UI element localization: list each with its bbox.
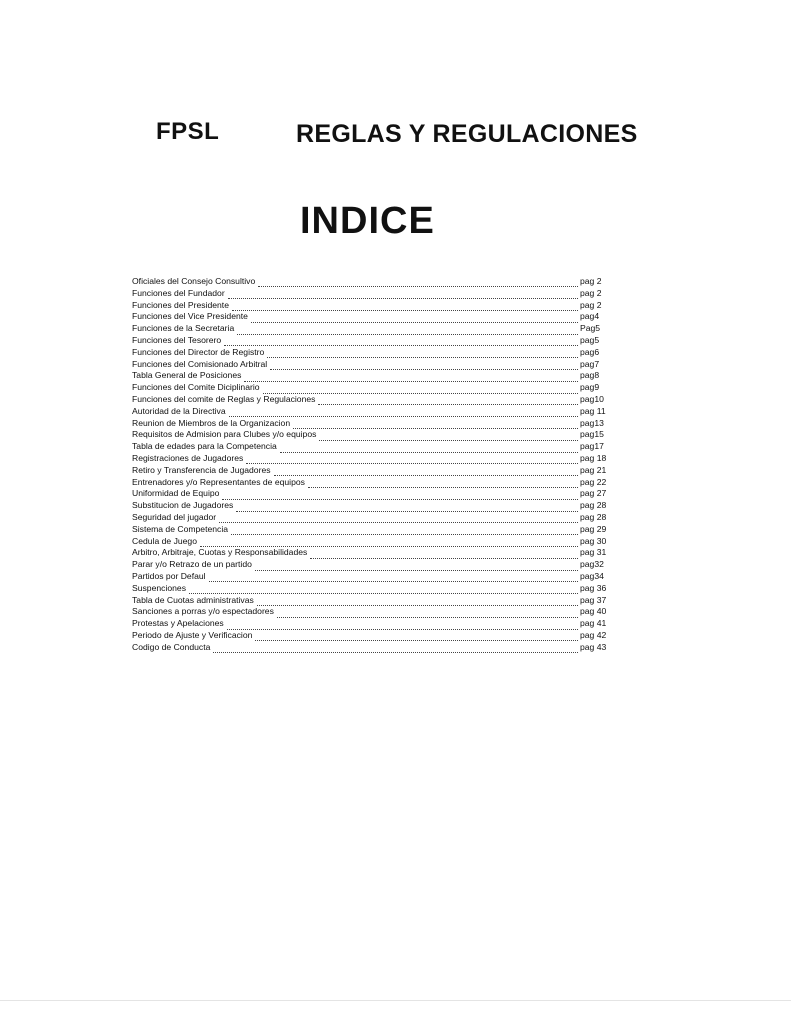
toc-entry — [132, 595, 610, 607]
toc-dot-leader — [255, 562, 578, 571]
toc-entry-label: Funciones del Director de Registro — [132, 346, 265, 357]
toc-entry-label: Registraciones de Jugadores — [132, 452, 244, 463]
toc-entry — [132, 406, 610, 418]
toc-entry-label: Autoridad de la Directiva — [132, 405, 226, 416]
toc-entry — [132, 453, 610, 465]
toc-entry — [132, 394, 610, 406]
toc-entry — [132, 571, 610, 583]
toc-entry-page: pag4 — [580, 311, 600, 322]
toc-entry — [132, 642, 610, 654]
toc-dot-leader — [274, 467, 578, 476]
toc-entry — [132, 311, 610, 323]
toc-entry-label: Parar y/o Retrazo de un partido — [132, 559, 252, 570]
toc-entry-label: Codigo de Conducta — [132, 641, 211, 652]
toc-dot-leader — [263, 385, 578, 394]
toc-entry-page: pag 21 — [580, 464, 607, 475]
table-of-contents — [132, 276, 610, 654]
toc-entry-page: pag 41 — [580, 618, 607, 629]
toc-entry-page: pag 22 — [580, 476, 607, 487]
toc-entry-label: Funciones del Vice Presidente — [132, 311, 248, 322]
toc-entry-page: pag 11 — [580, 405, 606, 416]
toc-entry-page: pag17 — [580, 441, 604, 452]
toc-entry-label: Sanciones a porras y/o espectadores — [132, 606, 274, 617]
toc-entry-label: Funciones del Tesorero — [132, 334, 222, 345]
toc-entry — [132, 276, 610, 288]
toc-entry — [132, 500, 610, 512]
toc-entry — [132, 606, 610, 618]
toc-entry — [132, 465, 610, 477]
toc-entry — [132, 359, 610, 371]
toc-entry-page: pag32 — [580, 559, 604, 570]
toc-entry-page: pag 37 — [580, 594, 607, 605]
toc-dot-leader — [251, 314, 578, 323]
toc-entry-label: Retiro y Transferencia de Jugadores — [132, 464, 271, 475]
toc-dot-leader — [231, 526, 578, 535]
toc-dot-leader — [310, 550, 578, 559]
toc-entry-label: Periodo de Ajuste y Verificacion — [132, 629, 253, 640]
toc-entry-page: pag8 — [580, 370, 600, 381]
toc-entry-label: Funciones de la Secretaria — [132, 323, 235, 334]
toc-dot-leader — [219, 514, 578, 523]
toc-entry-page: pag 28 — [580, 511, 607, 522]
toc-dot-leader — [229, 408, 578, 417]
toc-entry-label: Partidos por Defaul — [132, 570, 206, 581]
toc-entry-label: Funciones del comite de Reglas y Regulaciones — [132, 393, 316, 404]
toc-entry-page: pag9 — [580, 382, 600, 393]
toc-entry — [132, 630, 610, 642]
toc-entry-page: pag13 — [580, 417, 604, 428]
toc-dot-leader — [189, 585, 578, 594]
toc-entry-page: pag 29 — [580, 523, 607, 534]
toc-entry-label: Seguridad del jugador — [132, 511, 217, 522]
toc-entry — [132, 488, 610, 500]
toc-dot-leader — [280, 444, 578, 453]
toc-entry-page: pag5 — [580, 334, 600, 345]
toc-dot-leader — [293, 420, 578, 429]
toc-dot-leader — [237, 326, 578, 335]
toc-dot-leader — [200, 538, 578, 547]
toc-entry-label: Funciones del Fundador — [132, 287, 225, 298]
toc-entry-label: Oficiales del Consejo Consultivo — [132, 276, 256, 286]
toc-dot-leader — [222, 491, 578, 500]
toc-entry-page: pag 2 — [580, 299, 602, 310]
toc-entry-page: pag 2 — [580, 287, 602, 298]
toc-entry-page: pag7 — [580, 358, 600, 369]
toc-entry — [132, 512, 610, 524]
toc-entry — [132, 618, 610, 630]
toc-dot-leader — [270, 361, 578, 370]
toc-dot-leader — [244, 373, 578, 382]
toc-dot-leader — [213, 644, 578, 653]
toc-entry — [132, 418, 610, 430]
toc-entry — [132, 536, 610, 548]
toc-dot-leader — [319, 432, 578, 441]
toc-dot-leader — [277, 609, 578, 618]
toc-entry-label: Reunion de Miembros de la Organizacion — [132, 417, 291, 428]
toc-entry — [132, 547, 610, 559]
toc-entry-page: pag 40 — [580, 606, 607, 617]
toc-entry — [132, 559, 610, 571]
toc-entry-label: Requisitos de Admision para Clubes y/o equipos — [132, 429, 317, 440]
toc-entry — [132, 335, 610, 347]
toc-dot-leader — [318, 396, 578, 405]
toc-entry — [132, 323, 610, 335]
toc-entry-page: pag 18 — [580, 452, 607, 463]
toc-entry-page: pag 31 — [580, 547, 607, 558]
toc-entry-label: Tabla de Cuotas administrativas — [132, 594, 254, 605]
toc-dot-leader — [236, 503, 578, 512]
toc-dot-leader — [209, 573, 578, 582]
toc-entry — [132, 370, 610, 382]
toc-entry-label: Cedula de Juego — [132, 535, 197, 546]
toc-entry-label: Suspenciones — [132, 582, 186, 593]
toc-entry — [132, 300, 610, 312]
toc-entry-label: Tabla General de Posiciones — [132, 370, 242, 381]
toc-entry-label: Funciones del Comite Diciplinario — [132, 382, 260, 393]
toc-entry-page: pag 30 — [580, 535, 607, 546]
organization-name: FPSL — [156, 118, 220, 145]
toc-dot-leader — [232, 302, 578, 311]
toc-entry — [132, 347, 610, 359]
toc-entry-label: Funciones del Comisionado Arbitral — [132, 358, 268, 369]
toc-entry-label: Tabla de edades para la Competencia — [132, 441, 277, 452]
toc-entry-page: pag6 — [580, 346, 600, 357]
toc-dot-leader — [308, 479, 578, 488]
toc-entry-page: pag 42 — [580, 629, 607, 640]
toc-dot-leader — [267, 349, 578, 358]
toc-dot-leader — [257, 597, 578, 606]
toc-entry-label: Arbitro, Arbitraje, Cuotas y Responsabilidades — [132, 547, 308, 558]
toc-entry-page: pag34 — [580, 570, 604, 581]
toc-entry-label: Protestas y Apelaciones — [132, 618, 224, 629]
toc-entry-label: Entrenadores y/o Representantes de equipos — [132, 476, 305, 487]
document-title: REGLAS Y REGULACIONES — [296, 120, 638, 148]
toc-entry-page: Pag5 — [580, 323, 601, 334]
toc-dot-leader — [227, 621, 578, 630]
toc-dot-leader — [255, 632, 578, 641]
toc-entry-label: Sistema de Competencia — [132, 523, 229, 534]
toc-entry — [132, 441, 610, 453]
toc-entry-page: pag 28 — [580, 500, 607, 511]
toc-entry-page: pag10 — [580, 393, 604, 404]
toc-dot-leader — [258, 278, 578, 287]
toc-entry-label: Funciones del Presidente — [132, 299, 229, 310]
toc-entry-page: pag 27 — [580, 488, 607, 499]
toc-entry-page: pag 36 — [580, 582, 607, 593]
toc-entry-label: Uniformidad de Equipo — [132, 488, 220, 499]
toc-dot-leader — [246, 455, 578, 464]
toc-entry-page: pag 43 — [580, 641, 607, 652]
toc-entry — [132, 583, 610, 595]
toc-entry — [132, 429, 610, 441]
toc-entry-label: Substitucion de Jugadores — [132, 500, 234, 511]
toc-entry — [132, 477, 610, 489]
toc-entry — [132, 288, 610, 300]
toc-entry — [132, 382, 610, 394]
toc-dot-leader — [228, 290, 578, 299]
scan-edge-line — [0, 1000, 791, 1001]
toc-dot-leader — [224, 337, 578, 346]
toc-entry-page: pag15 — [580, 429, 604, 440]
toc-entry — [132, 524, 610, 536]
index-heading: INDICE — [300, 200, 435, 242]
toc-entry-page: pag 2 — [580, 276, 602, 286]
